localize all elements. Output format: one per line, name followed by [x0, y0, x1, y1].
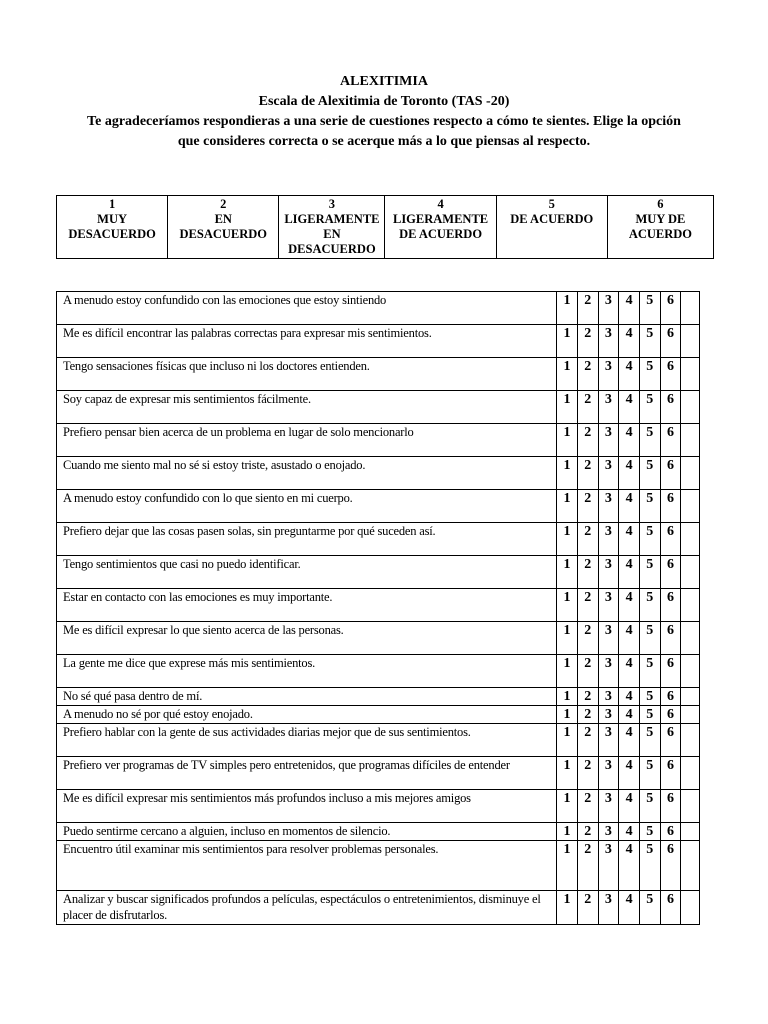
answer-option-5[interactable]: 5	[639, 724, 660, 757]
blank-cell	[681, 688, 700, 706]
answer-option-1[interactable]: 1	[557, 841, 578, 891]
answer-option-6[interactable]: 6	[660, 790, 681, 823]
answer-option-1[interactable]: 1	[557, 358, 578, 391]
answer-option-3[interactable]: 3	[598, 358, 619, 391]
question-text: Tengo sentimientos que casi no puedo identificar.	[57, 556, 557, 589]
question-row	[57, 655, 700, 688]
question-text: Tengo sensaciones físicas que incluso ni los doctores entienden.	[57, 358, 557, 391]
answer-option-2[interactable]: 2	[577, 556, 598, 589]
answer-option-1[interactable]: 1	[557, 556, 578, 589]
question-text: Me es difícil expresar lo que siento acerca de las personas.	[57, 622, 557, 655]
answer-option-4[interactable]: 4	[619, 841, 640, 891]
question-row	[57, 589, 700, 622]
answer-option-4[interactable]: 4	[619, 688, 640, 706]
blank-cell	[681, 724, 700, 757]
answer-option-1[interactable]: 1	[557, 490, 578, 523]
question-row	[57, 622, 700, 655]
scale-legend-table	[56, 195, 714, 259]
scale-legend-row	[57, 196, 714, 259]
answer-option-3[interactable]: 3	[598, 424, 619, 457]
scale-number: 4	[437, 197, 444, 211]
question-row	[57, 523, 700, 556]
answer-option-4[interactable]: 4	[619, 391, 640, 424]
answer-option-4[interactable]: 4	[619, 490, 640, 523]
question-text: Me es difícil expresar mis sentimientos más profundos incluso a mis mejores amigos	[57, 790, 557, 823]
question-text: Prefiero ver programas de TV simples pero entretenidos, que programas difíciles de entender	[57, 757, 557, 790]
answer-option-6[interactable]: 6	[660, 358, 681, 391]
answer-option-3[interactable]: 3	[598, 556, 619, 589]
answer-option-2[interactable]: 2	[577, 490, 598, 523]
answer-option-3[interactable]: 3	[598, 706, 619, 724]
answer-option-3[interactable]: 3	[598, 724, 619, 757]
scale-option-2	[168, 196, 279, 259]
answer-option-5[interactable]: 5	[639, 823, 660, 841]
answer-option-3[interactable]: 3	[598, 292, 619, 325]
blank-cell	[681, 358, 700, 391]
answer-option-2[interactable]: 2	[577, 706, 598, 724]
question-row	[57, 292, 700, 325]
answer-option-1[interactable]: 1	[557, 823, 578, 841]
answer-option-6[interactable]: 6	[660, 688, 681, 706]
answer-option-1[interactable]: 1	[557, 523, 578, 556]
page-subtitle: Escala de Alexitimia de Toronto (TAS -20)	[258, 94, 510, 109]
answer-option-5[interactable]: 5	[639, 790, 660, 823]
answer-option-3[interactable]: 3	[598, 841, 619, 891]
answer-option-6[interactable]: 6	[660, 424, 681, 457]
answer-option-1[interactable]: 1	[557, 391, 578, 424]
answer-option-6[interactable]: 6	[660, 457, 681, 490]
blank-cell	[681, 325, 700, 358]
answer-option-4[interactable]: 4	[619, 589, 640, 622]
answer-option-2[interactable]: 2	[577, 688, 598, 706]
answer-option-2[interactable]: 2	[577, 622, 598, 655]
answer-option-5[interactable]: 5	[639, 325, 660, 358]
answer-option-5[interactable]: 5	[639, 622, 660, 655]
question-row	[57, 891, 700, 925]
answer-option-5[interactable]: 5	[639, 391, 660, 424]
answer-option-5[interactable]: 5	[639, 292, 660, 325]
answer-option-4[interactable]: 4	[619, 706, 640, 724]
answer-option-1[interactable]: 1	[557, 724, 578, 757]
blank-cell	[681, 391, 700, 424]
answer-option-2[interactable]: 2	[577, 790, 598, 823]
answer-option-4[interactable]: 4	[619, 891, 640, 925]
answer-option-4[interactable]: 4	[619, 790, 640, 823]
answer-option-6[interactable]: 6	[660, 724, 681, 757]
answer-option-4[interactable]: 4	[619, 556, 640, 589]
question-text: Prefiero dejar que las cosas pasen solas, sin preguntarme por qué suceden así.	[57, 523, 557, 556]
answer-option-3[interactable]: 3	[598, 523, 619, 556]
answer-option-4[interactable]: 4	[619, 757, 640, 790]
answer-option-5[interactable]: 5	[639, 841, 660, 891]
blank-cell	[681, 424, 700, 457]
answer-option-5[interactable]: 5	[639, 891, 660, 925]
instructions-line-2: que consideres correcta o se acerque más a lo que piensas al respecto.	[177, 134, 591, 149]
scale-number: 3	[328, 197, 336, 211]
question-row	[57, 424, 700, 457]
answer-option-3[interactable]: 3	[598, 622, 619, 655]
question-text: Cuando me siento mal no sé si estoy triste, asustado o enojado.	[57, 457, 557, 490]
question-row	[57, 556, 700, 589]
blank-cell	[681, 823, 700, 841]
question-row	[57, 391, 700, 424]
answer-option-4[interactable]: 4	[619, 523, 640, 556]
answer-option-4[interactable]: 4	[619, 292, 640, 325]
answer-option-6[interactable]: 6	[660, 841, 681, 891]
question-row	[57, 325, 700, 358]
answer-option-2[interactable]: 2	[577, 457, 598, 490]
scale-label: LIGERAMENTE EN DESACUERDO	[284, 212, 380, 256]
answer-option-5[interactable]: 5	[639, 457, 660, 490]
document-header	[40, 72, 728, 152]
question-text: Estar en contacto con las emociones es muy importante.	[57, 589, 557, 622]
question-row	[57, 757, 700, 790]
answer-option-1[interactable]: 1	[557, 622, 578, 655]
answer-option-2[interactable]: 2	[577, 325, 598, 358]
answer-option-1[interactable]: 1	[557, 457, 578, 490]
answer-option-2[interactable]: 2	[577, 891, 598, 925]
answer-option-4[interactable]: 4	[619, 823, 640, 841]
answer-option-1[interactable]: 1	[557, 688, 578, 706]
answer-option-5[interactable]: 5	[639, 358, 660, 391]
answer-option-6[interactable]: 6	[660, 655, 681, 688]
questionnaire-table	[56, 291, 700, 925]
question-row	[57, 358, 700, 391]
scale-label: LIGERAMENTE DE ACUERDO	[392, 212, 489, 241]
answer-option-1[interactable]: 1	[557, 790, 578, 823]
answer-option-1[interactable]: 1	[557, 292, 578, 325]
blank-cell	[681, 622, 700, 655]
question-row	[57, 841, 700, 891]
answer-option-3[interactable]: 3	[598, 655, 619, 688]
answer-option-2[interactable]: 2	[577, 823, 598, 841]
question-text: Analizar y buscar significados profundos a películas, espectáculos o entretenimientos, disminuye el placer de disfrutarlos.	[57, 891, 557, 925]
answer-option-5[interactable]: 5	[639, 424, 660, 457]
answer-option-3[interactable]: 3	[598, 490, 619, 523]
blank-cell	[681, 556, 700, 589]
question-text: Prefiero pensar bien acerca de un problema en lugar de solo mencionarlo	[57, 424, 557, 457]
answer-option-5[interactable]: 5	[639, 589, 660, 622]
answer-option-3[interactable]: 3	[598, 325, 619, 358]
answer-option-1[interactable]: 1	[557, 424, 578, 457]
blank-cell	[681, 790, 700, 823]
scale-label: EN DESACUERDO	[179, 212, 268, 241]
answer-option-6[interactable]: 6	[660, 556, 681, 589]
answer-option-3[interactable]: 3	[598, 457, 619, 490]
answer-option-6[interactable]: 6	[660, 523, 681, 556]
answer-option-2[interactable]: 2	[577, 391, 598, 424]
scale-label: DE ACUERDO	[510, 212, 594, 226]
blank-cell	[681, 292, 700, 325]
answer-option-1[interactable]: 1	[557, 589, 578, 622]
question-text: Puedo sentirme cercano a alguien, incluso en momentos de silencio.	[57, 823, 557, 841]
answer-option-3[interactable]: 3	[598, 589, 619, 622]
answer-option-1[interactable]: 1	[557, 706, 578, 724]
page-title: ALEXITIMIA	[340, 74, 428, 89]
question-row	[57, 490, 700, 523]
scale-number: 5	[548, 197, 555, 211]
answer-option-5[interactable]: 5	[639, 706, 660, 724]
question-text: Soy capaz de expresar mis sentimientos fácilmente.	[57, 391, 557, 424]
answer-option-5[interactable]: 5	[639, 556, 660, 589]
question-text: No sé qué pasa dentro de mí.	[57, 688, 557, 706]
answer-option-3[interactable]: 3	[598, 757, 619, 790]
answer-option-5[interactable]: 5	[639, 757, 660, 790]
answer-option-1[interactable]: 1	[557, 757, 578, 790]
answer-option-4[interactable]: 4	[619, 457, 640, 490]
scale-option-1	[57, 196, 168, 259]
answer-option-5[interactable]: 5	[639, 523, 660, 556]
answer-option-2[interactable]: 2	[577, 757, 598, 790]
answer-option-2[interactable]: 2	[577, 523, 598, 556]
answer-option-5[interactable]: 5	[639, 688, 660, 706]
answer-option-6[interactable]: 6	[660, 891, 681, 925]
answer-option-2[interactable]: 2	[577, 424, 598, 457]
scale-number: 1	[108, 197, 116, 211]
blank-cell	[681, 891, 700, 925]
blank-cell	[681, 523, 700, 556]
answer-option-4[interactable]: 4	[619, 622, 640, 655]
answer-option-3[interactable]: 3	[598, 823, 619, 841]
blank-cell	[681, 706, 700, 724]
blank-cell	[681, 655, 700, 688]
scale-option-3	[279, 196, 385, 259]
question-text: A menudo no sé por qué estoy enojado.	[57, 706, 557, 724]
answer-option-2[interactable]: 2	[577, 358, 598, 391]
blank-cell	[681, 589, 700, 622]
answer-option-6[interactable]: 6	[660, 325, 681, 358]
question-text: A menudo estoy confundido con las emociones que estoy sintiendo	[57, 292, 557, 325]
question-row	[57, 790, 700, 823]
blank-cell	[681, 841, 700, 891]
question-text: Encuentro útil examinar mis sentimientos para resolver problemas personales.	[57, 841, 557, 891]
answer-option-1[interactable]: 1	[557, 891, 578, 925]
question-text: Prefiero hablar con la gente de sus actividades diarias mejor que de sus sentimientos.	[57, 724, 557, 757]
answer-option-3[interactable]: 3	[598, 391, 619, 424]
scale-number: 6	[657, 197, 664, 211]
answer-option-6[interactable]: 6	[660, 757, 681, 790]
questionnaire-body	[57, 292, 700, 925]
answer-option-1[interactable]: 1	[557, 325, 578, 358]
scale-option-6	[607, 196, 713, 259]
answer-option-4[interactable]: 4	[619, 358, 640, 391]
question-row	[57, 457, 700, 490]
blank-cell	[681, 757, 700, 790]
question-row	[57, 706, 700, 724]
blank-cell	[681, 490, 700, 523]
question-text: Me es difícil encontrar las palabras correctas para expresar mis sentimientos.	[57, 325, 557, 358]
answer-option-6[interactable]: 6	[660, 589, 681, 622]
answer-option-3[interactable]: 3	[598, 790, 619, 823]
answer-option-4[interactable]: 4	[619, 325, 640, 358]
answer-option-6[interactable]: 6	[660, 622, 681, 655]
answer-option-6[interactable]: 6	[660, 292, 681, 325]
answer-option-2[interactable]: 2	[577, 655, 598, 688]
answer-option-6[interactable]: 6	[660, 706, 681, 724]
answer-option-4[interactable]: 4	[619, 655, 640, 688]
answer-option-5[interactable]: 5	[639, 655, 660, 688]
answer-option-1[interactable]: 1	[557, 655, 578, 688]
scale-option-5	[496, 196, 607, 259]
instructions-line-1: Te agradeceríamos respondieras a una serie de cuestiones respecto a cómo te sientes. Elige la opción	[87, 114, 681, 129]
answer-option-2[interactable]: 2	[577, 589, 598, 622]
scale-number: 2	[220, 197, 227, 211]
question-row	[57, 688, 700, 706]
answer-option-6[interactable]: 6	[660, 823, 681, 841]
question-text: A menudo estoy confundido con lo que siento en mi cuerpo.	[57, 490, 557, 523]
answer-option-6[interactable]: 6	[660, 490, 681, 523]
answer-option-2[interactable]: 2	[577, 292, 598, 325]
question-row	[57, 823, 700, 841]
answer-option-4[interactable]: 4	[619, 724, 640, 757]
answer-option-6[interactable]: 6	[660, 391, 681, 424]
scale-label: MUY DESACUERDO	[68, 212, 156, 241]
scale-label: MUY DE ACUERDO	[628, 212, 693, 241]
blank-cell	[681, 457, 700, 490]
answer-option-5[interactable]: 5	[639, 490, 660, 523]
question-row	[57, 724, 700, 757]
question-text: La gente me dice que exprese más mis sentimientos.	[57, 655, 557, 688]
answer-option-2[interactable]: 2	[577, 841, 598, 891]
answer-option-3[interactable]: 3	[598, 891, 619, 925]
answer-option-2[interactable]: 2	[577, 724, 598, 757]
scale-option-4	[385, 196, 496, 259]
answer-option-4[interactable]: 4	[619, 424, 640, 457]
answer-option-3[interactable]: 3	[598, 688, 619, 706]
